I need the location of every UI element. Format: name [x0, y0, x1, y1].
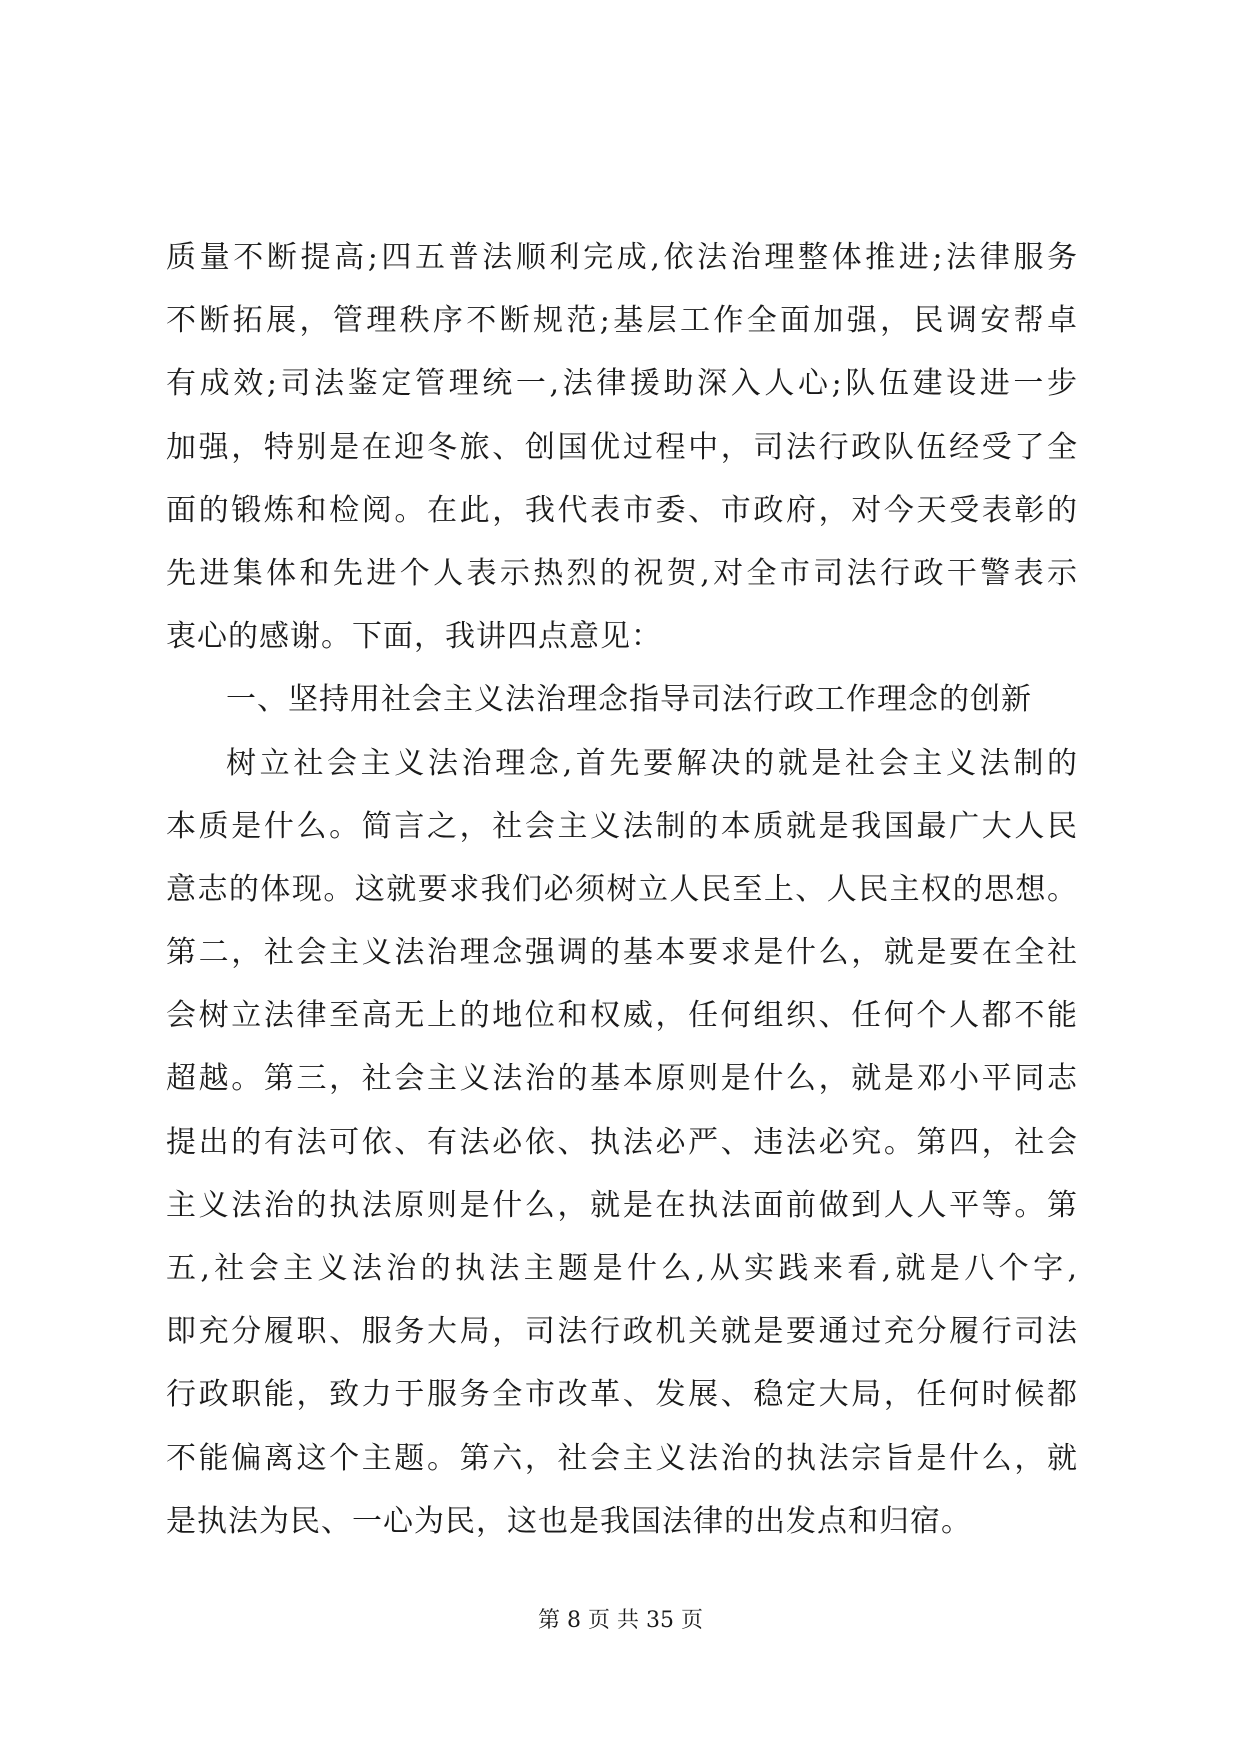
heading-line: 一、坚持用社会主义法治理念指导司法行政工作理念的创新: [226, 682, 1032, 718]
text-line: 提出的有法可依、有法必依、执法必严、违法必究。第四，社会: [166, 1124, 1078, 1160]
text-line: 行政职能，致力于服务全市改革、发展、稳定大局，任何时候都: [166, 1377, 1078, 1413]
text-line: 五,社会主义法治的执法主题是什么,从实践来看,就是八个字,: [166, 1251, 1078, 1286]
text-line: 主义法治的执法原则是什么，就是在执法面前做到人人平等。第: [166, 1187, 1078, 1223]
page-number-footer: 第 8 页 共 35 页: [538, 1608, 703, 1633]
text-line: 树立社会主义法治理念,首先要解决的就是社会主义法制的: [226, 745, 1078, 781]
text-line: 衷心的感谢。下面，我讲四点意见：: [166, 619, 662, 655]
text-line: 不能偏离这个主题。第六，社会主义法治的执法宗旨是什么，就: [166, 1440, 1078, 1476]
text-line: 有成效;司法鉴定管理统一,法律援助深入人心;队伍建设进一步: [166, 366, 1078, 402]
document-body: [166, 226, 1078, 1553]
text-line: 意志的体现。这就要求我们必须树立人民至上、人民主权的思想。: [166, 871, 1078, 907]
text-line: 会树立法律至高无上的地位和权威，任何组织、任何个人都不能: [166, 998, 1078, 1034]
text-line: 面的锻炼和检阅。在此，我代表市委、市政府，对今天受表彰的: [166, 492, 1078, 528]
paragraph-section-one: [166, 732, 1078, 1553]
text-line: 质量不断提高;四五普法顺利完成,依法治理整体推进;法律服务: [166, 240, 1078, 275]
text-line: 第二，社会主义法治理念强调的基本要求是什么，就是要在全社: [166, 935, 1078, 971]
text-line: 本质是什么。简言之，社会主义法制的本质就是我国最广大人民: [166, 808, 1078, 844]
section-heading: [166, 668, 1078, 731]
text-line: 先进集体和先进个人表示热烈的祝贺,对全市司法行政干警表示: [166, 555, 1078, 591]
text-line: 加强，特别是在迎冬旅、创国优过程中，司法行政队伍经受了全: [166, 429, 1078, 465]
paragraph-summary: [166, 226, 1078, 668]
text-line: 超越。第三，社会主义法治的基本原则是什么，就是邓小平同志: [166, 1061, 1078, 1097]
text-line: 即充分履职、服务大局，司法行政机关就是要通过充分履行司法: [166, 1314, 1078, 1350]
text-line: 是执法为民、一心为民，这也是我国法律的出发点和归宿。: [166, 1503, 972, 1539]
text-line: 不断拓展，管理秩序不断规范;基层工作全面加强，民调安帮卓: [166, 303, 1078, 339]
